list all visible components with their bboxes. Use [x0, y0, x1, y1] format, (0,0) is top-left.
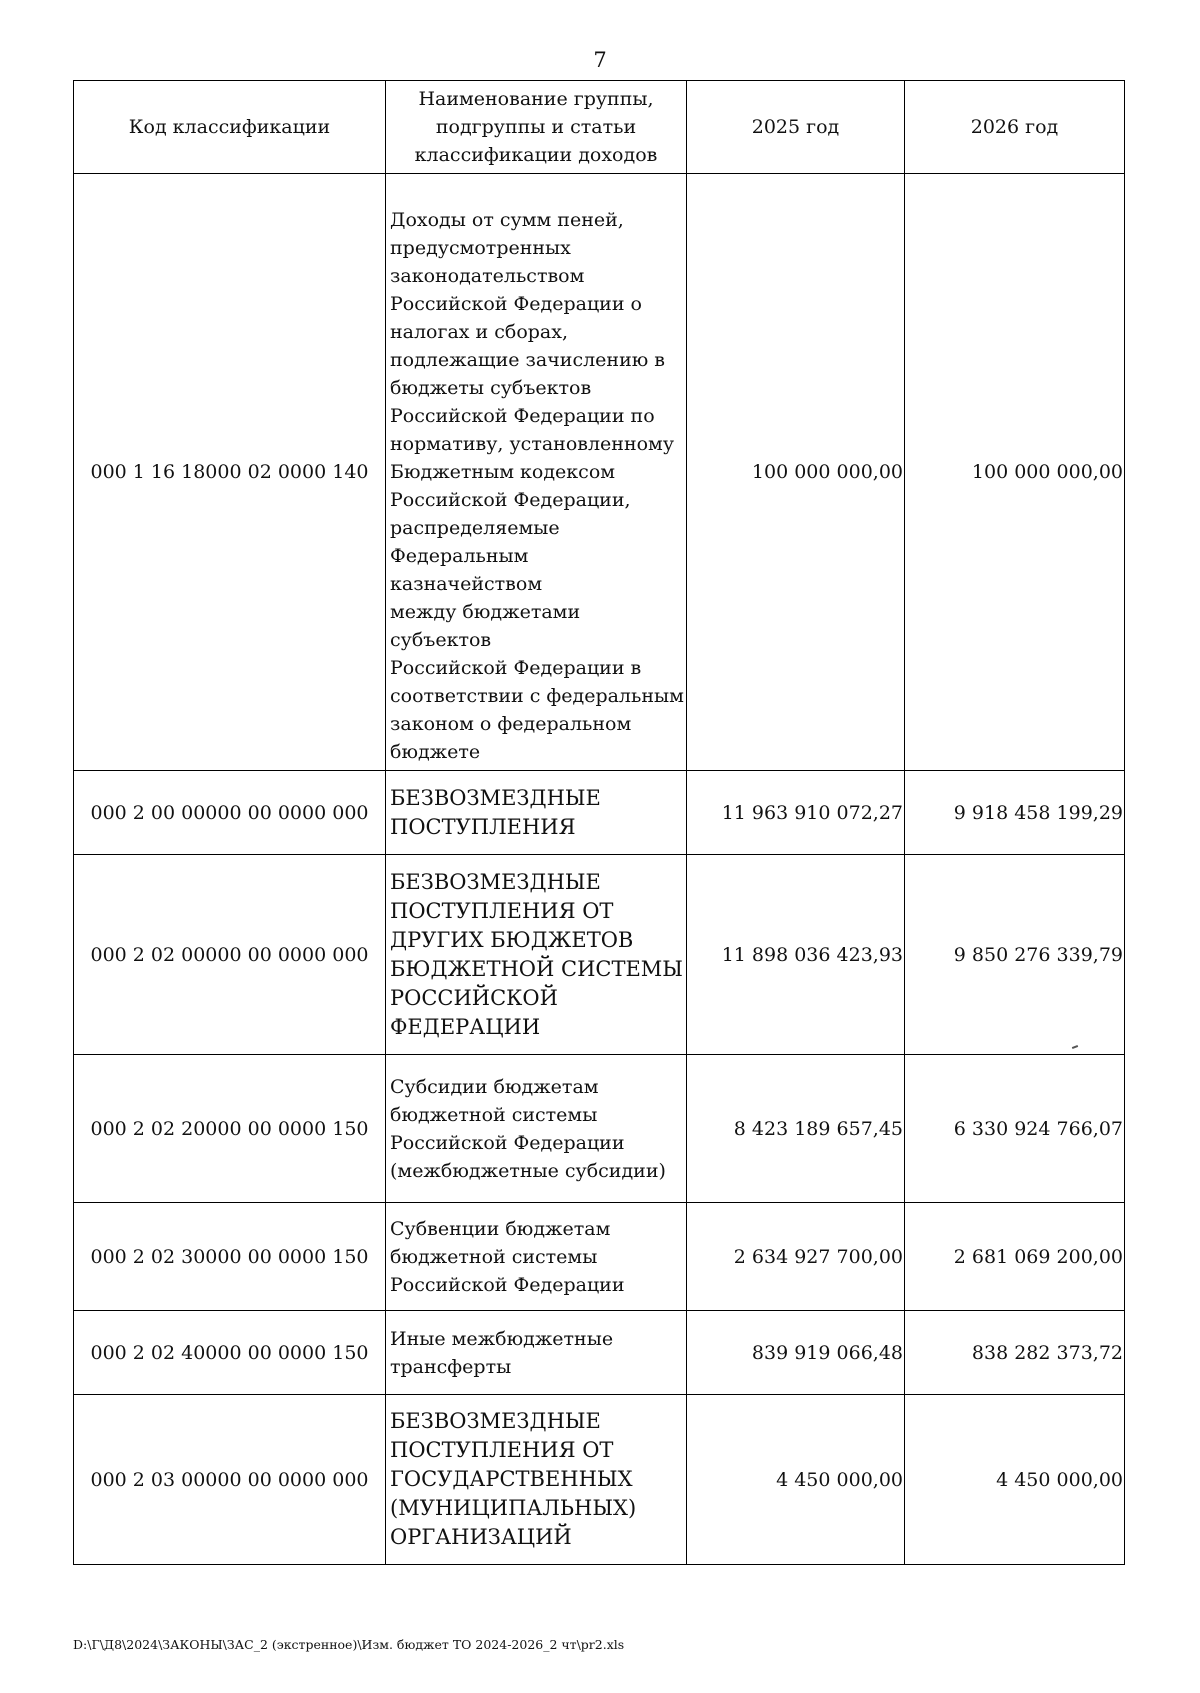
row-name-line: предусмотренных — [390, 237, 571, 259]
header-year-2026: 2026 год — [905, 81, 1125, 174]
row-name-line: (МУНИЦИПАЛЬНЫХ) — [390, 1496, 637, 1520]
row-code: 000 2 03 00000 00 0000 000 — [74, 1395, 386, 1565]
row-name-line: ПОСТУПЛЕНИЯ — [390, 814, 576, 839]
row-name-line: бюджеты субъектов — [390, 377, 592, 399]
row-name-line: нормативу, установленному — [390, 433, 674, 455]
row-value-2025: 11 898 036 423,93 — [687, 855, 905, 1055]
table-row — [74, 1311, 1125, 1395]
row-name-line: ОРГАНИЗАЦИЙ — [390, 1525, 572, 1549]
row-value-2026: 838 282 373,72 — [905, 1311, 1125, 1395]
row-value-2025: 100 000 000,00 — [687, 174, 905, 771]
table-row — [74, 1055, 1125, 1203]
row-name-line: налогах и сборах, — [390, 321, 569, 343]
row-name-line: Субсидии бюджетам — [390, 1075, 599, 1098]
row-name-line: законодательством — [390, 265, 585, 287]
row-value-2025: 839 919 066,48 — [687, 1311, 905, 1395]
table-row — [74, 1203, 1125, 1311]
header-name-line: классификации доходов — [414, 144, 658, 166]
row-value-2026: 6 330 924 766,07 — [905, 1055, 1125, 1203]
table-row — [74, 855, 1125, 1055]
header-name — [386, 81, 687, 174]
header-name-line: Наименование группы, — [418, 88, 654, 110]
row-name-line: РОССИЙСКОЙ — [390, 985, 558, 1010]
row-code: 000 2 00 00000 00 0000 000 — [74, 771, 386, 855]
table-header-row — [74, 81, 1125, 174]
row-name-line: Российской Федерации — [390, 1131, 625, 1154]
row-name-line: бюджетной системы — [390, 1245, 598, 1268]
row-value-2026: 100 000 000,00 — [905, 174, 1125, 771]
table-row — [74, 1395, 1125, 1565]
row-name-line: Российской Федерации — [390, 1273, 625, 1296]
row-value-2025: 11 963 910 072,27 — [687, 771, 905, 855]
page-number: 7 — [593, 48, 607, 72]
row-name-line: (межбюджетные субсидии) — [390, 1159, 666, 1182]
row-name-line: Иные межбюджетные — [390, 1327, 614, 1350]
row-name-line: соответствии с федеральным — [390, 685, 684, 707]
row-name-line: трансферты — [390, 1355, 512, 1378]
row-value-2026: 9 918 458 199,29 — [905, 771, 1125, 855]
row-code: 000 2 02 20000 00 0000 150 — [74, 1055, 386, 1203]
row-value-2025: 2 634 927 700,00 — [687, 1203, 905, 1311]
row-value-2026: 2 681 069 200,00 — [905, 1203, 1125, 1311]
row-name-line: ФЕДЕРАЦИИ — [390, 1014, 541, 1039]
row-value-2025: 4 450 000,00 — [687, 1395, 905, 1565]
file-path-footer: D:\Г\Д8\2024\ЗАКОНЫ\ЗАС_2 (экстренное)\Изм. бюджет ТО 2024-2026_2 чт\pr2.xls — [73, 1637, 625, 1652]
row-name — [386, 771, 687, 855]
row-name — [386, 1203, 687, 1311]
row-name — [386, 1055, 687, 1203]
row-name-line: БЕЗВОЗМЕЗДНЫЕ — [390, 869, 601, 894]
row-name-line: Федеральным казначейством — [390, 545, 543, 595]
row-name-line: БЮДЖЕТНОЙ СИСТЕМЫ — [390, 956, 683, 981]
row-name-line: ГОСУДАРСТВЕННЫХ — [390, 1467, 633, 1491]
row-name-line: законом о федеральном — [390, 713, 632, 735]
row-name-line: Российской Федерации о — [390, 293, 642, 315]
row-value-2026: 9 850 276 339,79 — [905, 855, 1125, 1055]
row-value-2026: 4 450 000,00 — [905, 1395, 1125, 1565]
row-name-line: бюджете — [390, 741, 481, 763]
row-name-line: бюджетной системы — [390, 1103, 598, 1126]
row-name-line: Российской Федерации в — [390, 657, 642, 679]
row-name-line: ПОСТУПЛЕНИЯ ОТ — [390, 1438, 614, 1462]
row-code: 000 2 02 30000 00 0000 150 — [74, 1203, 386, 1311]
table-row — [74, 174, 1125, 771]
row-value-2025: 8 423 189 657,45 — [687, 1055, 905, 1203]
row-name — [386, 855, 687, 1055]
row-name-line: ПОСТУПЛЕНИЯ ОТ — [390, 898, 614, 923]
row-name-line: распределяемые — [390, 517, 560, 539]
row-name-line: БЕЗВОЗМЕЗДНЫЕ — [390, 1409, 601, 1433]
row-name-line: Российской Федерации, — [390, 489, 631, 511]
header-code: Код классификации — [74, 81, 386, 174]
header-name-line: подгруппы и статьи — [435, 116, 637, 138]
row-name-line: БЕЗВОЗМЕЗДНЫЕ — [390, 785, 601, 810]
table-row — [74, 771, 1125, 855]
row-name-line: между бюджетами субъектов — [390, 601, 581, 651]
header-year-2025: 2025 год — [687, 81, 905, 174]
row-name-line: Российской Федерации по — [390, 405, 655, 427]
row-code: 000 2 02 40000 00 0000 150 — [74, 1311, 386, 1395]
row-name-line: Доходы от сумм пеней, — [390, 209, 624, 231]
row-name-line: подлежащие зачислению в — [390, 349, 666, 371]
budget-table — [73, 80, 1125, 1565]
row-name-line: Субвенции бюджетам — [390, 1217, 611, 1240]
row-code: 000 1 16 18000 02 0000 140 — [74, 174, 386, 771]
row-name-line: Бюджетным кодексом — [390, 461, 616, 483]
row-name — [386, 1395, 687, 1565]
row-name — [386, 174, 687, 771]
row-code: 000 2 02 00000 00 0000 000 — [74, 855, 386, 1055]
row-name — [386, 1311, 687, 1395]
row-name-line: ДРУГИХ БЮДЖЕТОВ — [390, 927, 634, 952]
